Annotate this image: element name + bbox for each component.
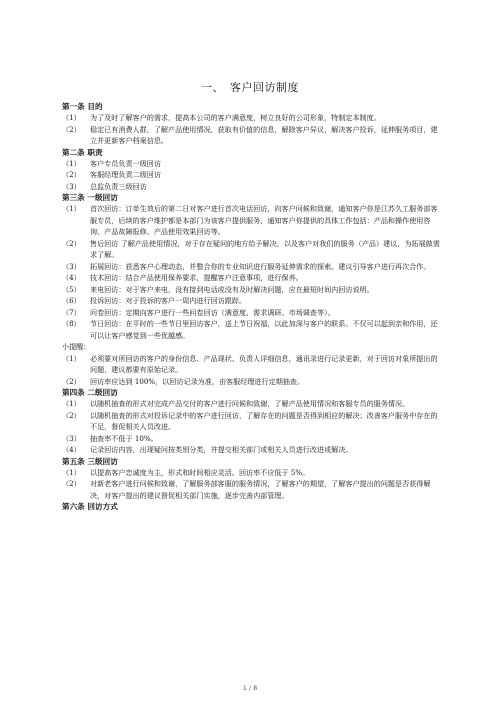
list-item <box>62 169 442 181</box>
item-text: 以随机抽查的形式对投诉记录中的客户进行回访，了解存在的问题是否得到相应的解决；改善客户服务中存在的不足，督促相关人员改进。 <box>90 410 438 431</box>
item-number: （2） <box>62 170 81 179</box>
section-heading: 第四条 二级回访 <box>62 388 118 397</box>
item-number: （1） <box>62 113 81 122</box>
list-item <box>62 478 442 501</box>
item-number: （3） <box>62 261 81 271</box>
section <box>62 387 442 456</box>
list-item <box>62 376 442 388</box>
item-text: 稳定已有消费人群，了解产品使用情况，获取有价值的信息，解除客户异议，解决客户投诉，延伸服务项目，建立并更新客户档案信息。 <box>90 124 438 145</box>
item-number: （5） <box>62 284 81 294</box>
item-text: 为了及时了解客户的需求，提高本公司的客户满意度，树立良好的公司形象，特制定本制度。 <box>90 113 381 122</box>
list-item <box>62 444 442 456</box>
item-text: 售后回访 了解产品使用情况，对于存在疑问的地方给予解决，以及客户对我们的服务（产品）建议，为拓展做需求了解。 <box>90 238 440 259</box>
section-heading: 第三条 一级回访 <box>62 193 118 202</box>
section <box>62 147 442 193</box>
item-text: 来电回访：对于客户来电，没有接到电话或没有及时解决问题，应在最短时间内回访说明。 <box>90 284 374 294</box>
item-text: 以提高客户忠诚度为主，形式和时间相应灵活。回访率不应低于 5%。 <box>90 467 310 477</box>
sections-part-1 <box>62 101 442 341</box>
reminder-items <box>62 353 442 388</box>
item-text: 回访率应达到 100%，以回访记录为准，由客服经理进行定期抽查。 <box>90 376 305 386</box>
list-item <box>62 158 442 170</box>
item-text: 对新老客户进行问候和致谢，了解服务部客服的服务情况，了解客户的期望，了解客户提出的问题是否获得解决，对客户提出的建议督促相关部门实施，逐步完善内部管理。 <box>90 479 431 500</box>
list-item <box>62 261 442 273</box>
item-text: 以随机抽查的形式对完成产品交付的客户进行问候和致谢，了解产品使用情况和客服专员的服务情况。 <box>90 399 410 408</box>
list-item <box>62 318 442 341</box>
list-item <box>62 433 442 445</box>
list-item <box>62 238 442 261</box>
item-number: （2） <box>62 238 81 248</box>
item-number: （3） <box>62 433 81 443</box>
section <box>62 501 442 512</box>
list-item <box>62 307 442 319</box>
reminder-label: 小提醒： <box>62 342 91 351</box>
item-number: （2） <box>62 376 81 386</box>
item-number: （4） <box>62 445 81 454</box>
list-item <box>62 353 442 376</box>
list-item <box>62 203 442 238</box>
item-number: （1） <box>62 399 81 408</box>
page-number: 1 / 8 <box>242 684 258 692</box>
list-item <box>62 284 442 296</box>
list-item <box>62 398 442 410</box>
item-number: （6） <box>62 296 81 305</box>
item-number: （7） <box>62 307 81 317</box>
item-number: （1） <box>62 204 81 213</box>
item-text: 抽查率不低于 10%。 <box>90 433 158 443</box>
item-text: 客户专员负责一级回访 <box>90 158 161 168</box>
list-item <box>62 112 442 124</box>
list-item <box>62 181 442 193</box>
reminder-block <box>62 341 442 387</box>
section-heading: 第一条 目的 <box>62 102 103 111</box>
item-text: 总监负责三级回访 <box>90 181 147 191</box>
item-text: 节日回访：在平时的一些节日里回访客户，送上节日祝福，以此加深与客户的联系。不仅可以起到亲和作用，还可以让客户感觉到一些优越感。 <box>90 319 438 340</box>
list-item <box>62 124 442 147</box>
list-item <box>62 295 442 307</box>
item-text: 问卷回访：定期向客户进行一些问卷回访（满意度、需求调研、市场调查等）。 <box>90 307 335 317</box>
item-text: 技术回访：结合产品使用保养要求，提醒客户注意事项，进行保养。 <box>90 273 303 282</box>
item-number: （2） <box>62 479 81 488</box>
document-title: 一、 客户回访制度 <box>201 81 299 94</box>
item-number: （1） <box>62 353 81 363</box>
item-number: （2） <box>62 410 81 420</box>
document-body <box>62 101 442 512</box>
section-heading: 第六条 回访方式 <box>62 502 118 511</box>
item-text: 必须要对所回访的客户的身份信息、产品现状、负责人详细信息，通讯录进行记录更新，对于回访对象所提出的问题，建议都要有原始记录。 <box>90 353 438 374</box>
item-number: （4） <box>62 273 81 282</box>
section <box>62 101 442 147</box>
sections-part-2 <box>62 387 442 512</box>
item-text: 记录回访内容，出现疑问按类别分类，并提交相关部门或相关人员进行改进或解决。 <box>90 445 353 454</box>
item-number: （2） <box>62 124 81 134</box>
section-heading: 第二条 职责 <box>62 147 103 157</box>
section <box>62 456 442 502</box>
list-item <box>62 410 442 433</box>
item-text: 首次回访：订单生效后的第二日对客户进行首次电话回访，向客户问候和致谢，通知客户你是江苏久工服务部客服专员，后续的客户维护都是本部门为该客户提供服务，通知客户你提供的具体工作包括：产品和操作使用咨询、产品故障报修、产品使用效果回访等。 <box>90 204 438 236</box>
section-heading: 第五条 三级回访 <box>62 456 118 466</box>
item-number: （8） <box>62 319 81 328</box>
list-item <box>62 272 442 284</box>
item-text: 客服经理负责二级回访 <box>90 170 161 179</box>
section <box>62 192 442 341</box>
item-text: 拓展回访：获悉客户心理动态，并整合你的专业知识进行服务延伸需求的探索。建议引导客户进行再次合作。 <box>90 261 431 271</box>
item-number: （1） <box>62 467 81 477</box>
list-item <box>62 467 442 479</box>
item-text: 投诉回访：对于投诉的客户一周内进行回访跟踪。 <box>90 296 247 305</box>
item-number: （3） <box>62 181 81 191</box>
item-number: （1） <box>62 158 81 168</box>
